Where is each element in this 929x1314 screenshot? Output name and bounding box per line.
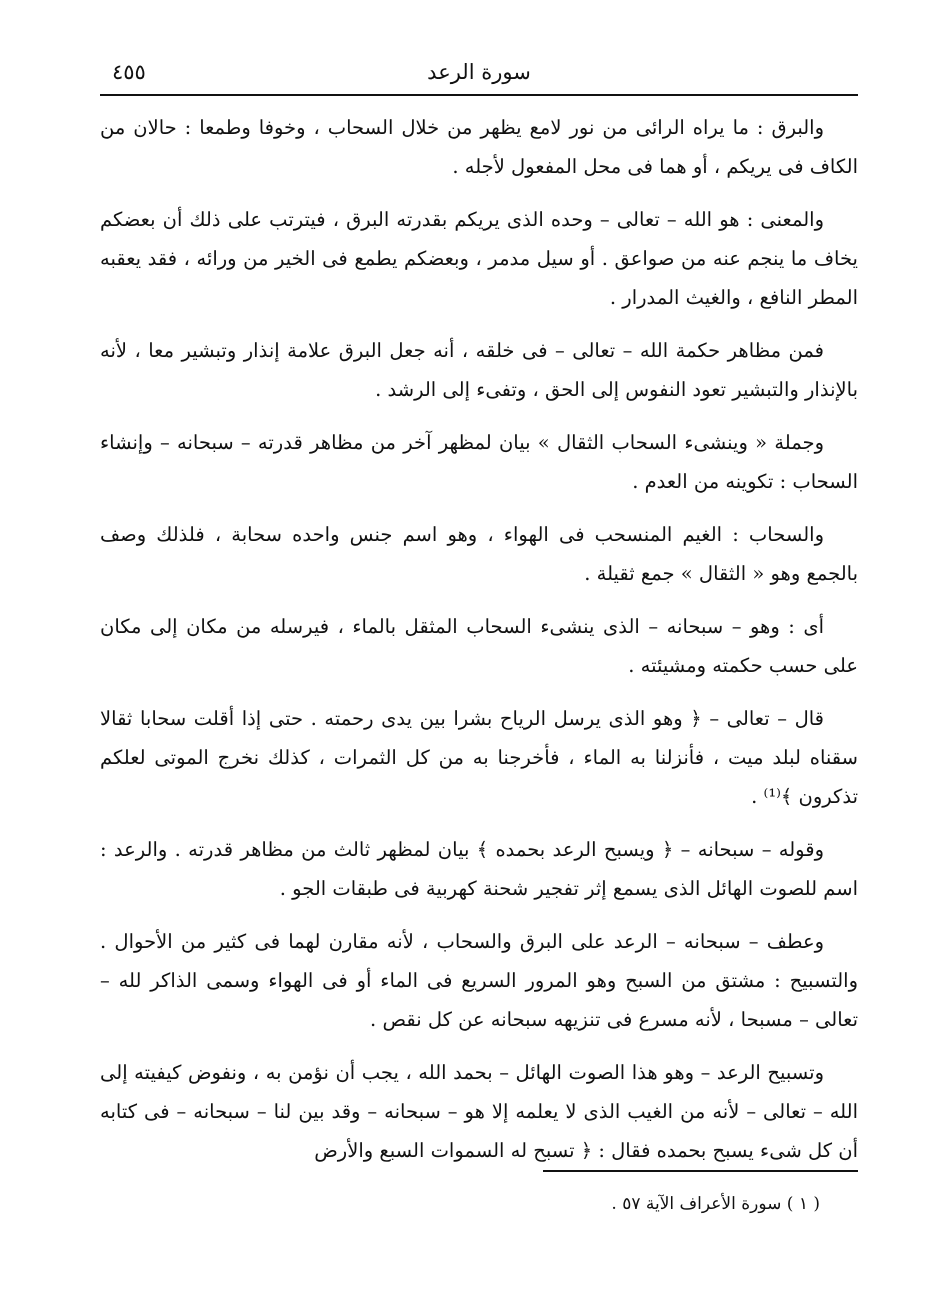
paragraph: وعطف – سبحانه – الرعد على البرق والسحاب ، لأنه مقارن لهما فى كثير من الأحوال . والتسبيح : مشتق من السبح وهو المرور السريع فى الماء أو فى الهواء وسمى الذاكر لله – تعالى – مسبحا ، لأنه مسرع فى تنزيهه سبحانه عن كل نقص . [100,930,858,1031]
paragraph: وتسبيح الرعد – وهو هذا الصوت الهائل – بحمد الله ، يجب أن نؤمن به ، ونفوض كيفيته إلى الله – تعالى – لأنه من الغيب الذى لا يعلمه إلا هو – سبحانه – وقد بين لنا – سبحانه – فى كتابه أن كل شىء يسبح بحمده فقال : ﴿ تسبح له السموات السبع والأرض [100,1061,858,1162]
page [100,50,858,1280]
paragraph: فمن مظاهر حكمة الله – تعالى – فى خلقه ، أنه جعل البرق علامة إنذار وتبشير معا ، لأنه بالإنذار والتبشير تعود النفوس إلى الحق ، وتفىء إلى الرشد . [100,339,858,401]
paragraph: أى : وهو – سبحانه – الذى ينشىء السحاب المثقل بالماء ، فيرسله من مكان إلى مكان على حسب حكمته ومشيئته . [100,615,858,677]
footnote-divider [543,1170,858,1172]
page-header [100,50,858,96]
surah-title: سورة الرعد [427,60,531,84]
page-number: ٤٥٥ [112,60,146,84]
paragraph: قال – تعالى – ﴿ وهو الذى يرسل الرياح بشرا بين يدى رحمته . حتى إذا أقلت سحابا ثقالا سقناه لبلد ميت ، فأنزلنا به الماء ، فأخرجنا به من كل الثمرات ، كذلك نخرج الموتى لعلكم تذكرون ﴾⁽¹⁾ . [100,707,858,808]
paragraph: والبرق : ما يراه الرائى من نور لامع يظهر من خلال السحاب ، وخوفا وطمعا : حالان من الكاف فى يريكم ، أو هما فى محل المفعول لأجله . [100,116,858,178]
paragraph: وجملة « وينشىء السحاب الثقال » بيان لمظهر آخر من مظاهر قدرته – سبحانه – وإنشاء السحاب : تكوينه من العدم . [100,431,858,493]
paragraph: والسحاب : الغيم المنسحب فى الهواء ، وهو اسم جنس واحده سحابة ، فلذلك وصف بالجمع وهو « الثقال » جمع ثقيلة . [100,523,858,585]
paragraph: وقوله – سبحانه – ﴿ ويسبح الرعد بحمده ﴾ بيان لمظهر ثالث من مظاهر قدرته . والرعد : اسم للصوت الهائل الذى يسمع إثر تفجير شحنة كهربية فى طبقات الجو . [100,838,858,900]
paragraph: والمعنى : هو الله – تعالى – وحده الذى يريكم بقدرته البرق ، فيترتب على ذلك أن بعضكم يخاف ما ينجم عنه من صواعق . أو سيل مدمر ، وبعضكم يطمع فى الخير من ورائه ، فقد يعقبه المطر النافع ، والغيث المدرار . [100,208,858,309]
footnote: ( ١ ) سورة الأعراف الآية ٥٧ . [611,1194,820,1214]
body-text [100,108,858,1170]
